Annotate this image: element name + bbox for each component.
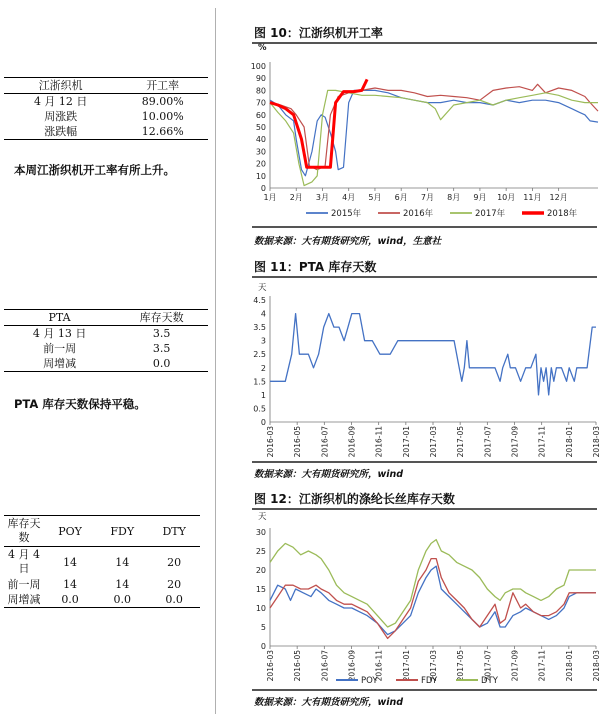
y-tick-label: 0 bbox=[260, 418, 266, 427]
x-tick-label: 2016-05 bbox=[293, 426, 303, 458]
x-tick-label: 2017-11 bbox=[537, 426, 547, 458]
table-cell: 12.66% bbox=[117, 124, 208, 140]
chart-source: 数据来源：大有期货研究所，wind bbox=[254, 697, 404, 708]
table-header-cell: DTY bbox=[148, 516, 200, 547]
y-tick-label: 100 bbox=[250, 62, 266, 71]
table-header-cell: 库存天数 bbox=[4, 516, 44, 547]
y-tick-label: 80 bbox=[255, 86, 266, 96]
y-tick-label: 1 bbox=[260, 390, 266, 400]
chart-title-rule bbox=[252, 42, 597, 44]
x-tick-label: 2016-09 bbox=[347, 426, 357, 458]
table-row bbox=[4, 577, 200, 592]
x-tick-label: 2016-07 bbox=[320, 650, 330, 682]
y-tick-label: 5 bbox=[260, 623, 266, 632]
pta-inventory-table bbox=[4, 309, 208, 372]
table-cell: 4 月 4 日 bbox=[8, 548, 40, 575]
y-tick-label: 90 bbox=[255, 74, 266, 84]
filament-inventory-table bbox=[4, 515, 200, 608]
table-header-row bbox=[4, 516, 200, 547]
chart-source: 数据来源：大有期货研究所，wind，生意社 bbox=[254, 236, 442, 247]
x-tick-label: 2016-09 bbox=[347, 650, 357, 682]
table-cell: 4 月 13 日 bbox=[32, 327, 87, 340]
y-tick-label: 30 bbox=[255, 147, 266, 157]
series-line-2017年 bbox=[270, 90, 598, 185]
series-line-FDY bbox=[270, 559, 596, 639]
y-tick-label: 25 bbox=[255, 547, 266, 556]
chart-title-rule bbox=[252, 508, 597, 510]
x-tick-label: 2016-05 bbox=[293, 650, 303, 682]
table-cell: 89.00% bbox=[141, 95, 184, 108]
y-tick-label: 1.5 bbox=[253, 377, 266, 387]
table-cell: 14 bbox=[115, 555, 130, 569]
y-tick-label: 40 bbox=[255, 135, 266, 145]
x-tick-label: 2016-03 bbox=[266, 650, 275, 682]
table-header-row bbox=[4, 78, 208, 94]
table-cell: 10.00% bbox=[141, 110, 184, 123]
table-cell: 14 bbox=[115, 578, 130, 591]
table-cell: 3.5 bbox=[152, 327, 171, 340]
y-tick-label: 60 bbox=[255, 110, 266, 120]
loom-operating-rate-table bbox=[4, 77, 208, 140]
x-tick-label: 2017-07 bbox=[483, 426, 493, 458]
x-tick-label: 2017-01 bbox=[401, 426, 411, 458]
x-tick-label: 2017-07 bbox=[483, 650, 493, 682]
legend-label: POY bbox=[361, 676, 378, 686]
y-tick-label: 2.5 bbox=[253, 350, 266, 360]
y-tick-label: 70 bbox=[255, 98, 266, 108]
x-tick-label: 2016-11 bbox=[374, 426, 384, 458]
table-row bbox=[4, 94, 208, 110]
x-tick-label: 1月 bbox=[263, 193, 277, 202]
table-row bbox=[4, 356, 208, 372]
chart-bottom-rule bbox=[252, 226, 597, 228]
series-line-2018年 bbox=[270, 79, 367, 167]
y-tick-label: 4 bbox=[260, 309, 266, 319]
x-tick-label: 8月 bbox=[447, 193, 461, 202]
chart-title-rule bbox=[252, 276, 597, 278]
table-row bbox=[4, 326, 208, 342]
table-header-row bbox=[4, 310, 208, 326]
x-tick-label: 2017-11 bbox=[537, 650, 547, 682]
y-tick-label: 30 bbox=[255, 528, 266, 537]
y-tick-label: 20 bbox=[255, 159, 266, 169]
series-line-2016年 bbox=[270, 84, 598, 169]
x-tick-label: 2月 bbox=[289, 193, 303, 202]
table-cell: 0.0 bbox=[44, 592, 96, 608]
x-tick-label: 11月 bbox=[523, 193, 542, 202]
table-header-cell: POY bbox=[44, 516, 96, 547]
series-line-DTY bbox=[270, 540, 596, 627]
table-cell: 20 bbox=[167, 555, 182, 569]
table-header-cell: 库存天数 bbox=[115, 310, 208, 326]
legend-label: DTY bbox=[481, 676, 498, 686]
x-tick-label: 2016-11 bbox=[374, 650, 384, 682]
table-header-cell: 开工率 bbox=[117, 78, 208, 94]
y-tick-label: 0 bbox=[260, 642, 266, 651]
x-tick-label: 2017-01 bbox=[401, 650, 411, 682]
table-cell: 0.0 bbox=[115, 356, 208, 372]
legend-label: 2018年 bbox=[547, 209, 578, 219]
chart-title-filament-inventory: 图 12：江浙织机的涤纶长丝库存天数 bbox=[254, 492, 455, 506]
x-tick-label: 12月 bbox=[549, 193, 568, 202]
table-header-cell: FDY bbox=[96, 516, 148, 547]
y-tick-label: 0.5 bbox=[253, 404, 266, 414]
chart-bottom-rule bbox=[252, 461, 597, 463]
x-tick-label: 2016-03 bbox=[266, 426, 275, 458]
x-tick-label: 2017-09 bbox=[510, 426, 520, 458]
x-tick-label: 2017-05 bbox=[456, 650, 466, 682]
series-line-2015年 bbox=[270, 90, 598, 175]
chart-title-loom-rate: 图 10：江浙织机开工率 bbox=[254, 26, 383, 40]
y-tick-label: 3 bbox=[260, 336, 266, 346]
x-tick-label: 2017-09 bbox=[510, 650, 520, 682]
x-tick-label: 6月 bbox=[394, 193, 408, 202]
x-tick-label: 2018-01 bbox=[564, 650, 574, 682]
table-cell: 4 月 12 日 bbox=[33, 95, 88, 108]
y-tick-label: 4.5 bbox=[253, 296, 266, 305]
axis-unit-label: 天 bbox=[258, 512, 267, 522]
x-tick-label: 2018-03 bbox=[592, 426, 601, 458]
y-tick-label: 50 bbox=[255, 123, 266, 132]
y-tick-label: 2 bbox=[260, 363, 266, 373]
legend-label: 2016年 bbox=[403, 209, 434, 219]
x-tick-label: 2017-03 bbox=[429, 650, 438, 682]
operating-rate-note: 本周江浙织机开工率有所上升。 bbox=[14, 163, 175, 177]
table-header-cell: 江浙织机 bbox=[4, 78, 117, 94]
series-line-POY bbox=[270, 566, 596, 634]
y-tick-label: 10 bbox=[255, 171, 266, 181]
x-tick-label: 7月 bbox=[420, 193, 434, 202]
y-tick-label: 3.5 bbox=[253, 323, 266, 333]
chart-bottom-rule bbox=[252, 689, 597, 691]
chart-source: 数据来源：大有期货研究所，wind bbox=[254, 469, 404, 480]
table-row bbox=[4, 341, 208, 356]
x-tick-label: 3月 bbox=[315, 193, 330, 202]
table-header-cell: PTA bbox=[4, 310, 115, 326]
pta-inventory-note: PTA 库存天数保持平稳。 bbox=[14, 397, 146, 411]
x-tick-label: 2016-07 bbox=[320, 426, 330, 458]
table-row bbox=[4, 547, 200, 578]
table-cell: 0.0 bbox=[96, 592, 148, 608]
table-cell: 周增减 bbox=[4, 592, 44, 608]
x-tick-label: 2018-01 bbox=[564, 426, 574, 458]
legend-label: 2015年 bbox=[331, 209, 362, 219]
axis-unit-label: % bbox=[258, 43, 267, 53]
table-cell: 前一周 bbox=[43, 342, 77, 355]
x-tick-label: 10月 bbox=[497, 193, 516, 202]
table-row bbox=[4, 109, 208, 124]
x-tick-label: 2017-03 bbox=[429, 426, 438, 458]
legend-label: FDY bbox=[421, 676, 438, 686]
table-row bbox=[4, 124, 208, 140]
table-cell: 前一周 bbox=[7, 578, 41, 591]
table-cell: 14 bbox=[63, 555, 78, 569]
table-cell: 3.5 bbox=[152, 342, 171, 355]
y-tick-label: 10 bbox=[255, 604, 266, 613]
axis-unit-label: 天 bbox=[258, 283, 267, 293]
column-divider bbox=[215, 8, 216, 714]
table-cell: 涨跌幅 bbox=[4, 124, 117, 140]
x-tick-label: 2018-03 bbox=[592, 650, 601, 682]
series-line-pta bbox=[270, 314, 596, 395]
table-cell: 周增减 bbox=[4, 356, 115, 372]
y-tick-label: 0 bbox=[260, 184, 266, 193]
x-tick-label: 4月 bbox=[342, 193, 356, 202]
chart-title-pta-inventory: 图 11：PTA 库存天数 bbox=[254, 260, 377, 274]
table-cell: 14 bbox=[63, 578, 78, 591]
y-tick-label: 15 bbox=[255, 585, 266, 594]
x-tick-label: 5月 bbox=[368, 193, 382, 202]
legend-label: 2017年 bbox=[475, 209, 506, 219]
table-cell: 周涨跌 bbox=[44, 110, 78, 123]
table-cell: 20 bbox=[167, 578, 182, 591]
x-tick-label: 2017-05 bbox=[456, 426, 466, 458]
table-row bbox=[4, 592, 200, 608]
x-tick-label: 9月 bbox=[473, 193, 487, 202]
table-cell: 0.0 bbox=[148, 592, 200, 608]
y-tick-label: 20 bbox=[255, 566, 266, 575]
